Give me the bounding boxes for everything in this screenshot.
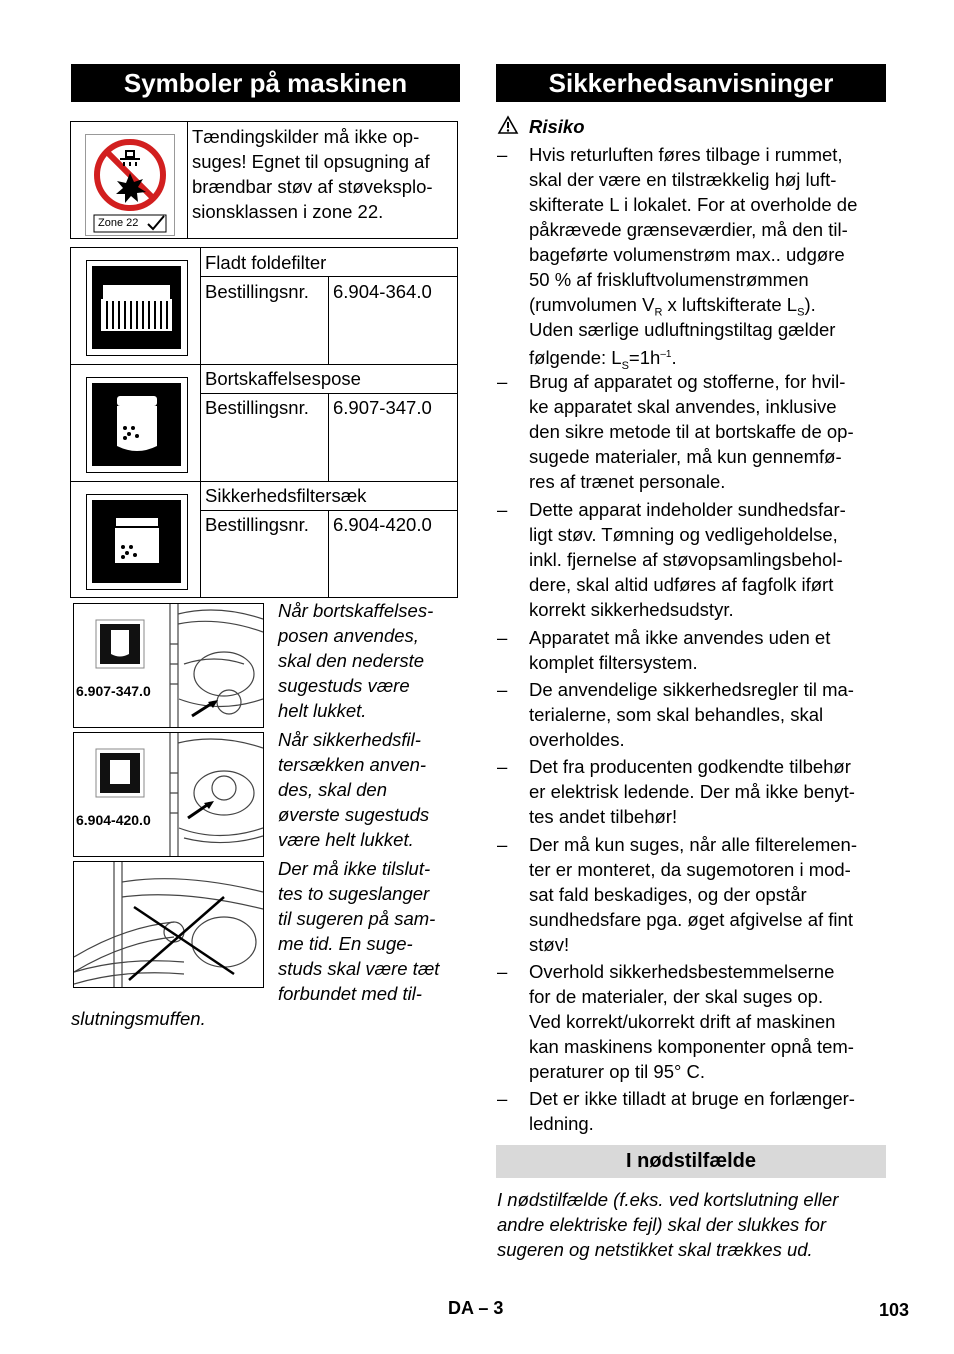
photo-label-1: 6.907-347.0	[76, 683, 151, 699]
disposal-bag-icon	[86, 377, 188, 473]
photo-two-hoses-crossed	[73, 861, 264, 988]
zone-text: Tændingskilder må ikke op- suges! Egnet til opsugning af brændbar støv af støveksplo- sionsklassen i zone 22.	[192, 126, 433, 222]
footer-section: DA – 3	[448, 1298, 504, 1318]
bullet-1-line8: Uden særlige udluftningstiltag gælder	[529, 319, 836, 340]
filter-table	[70, 247, 458, 598]
photo-label-2: 6.904-420.0	[76, 812, 151, 828]
order-number-1: 6.904-364.0	[333, 281, 432, 302]
emergency-text: I nødstilfælde (f.eks. ved kortslutning eller andre elektriske fejl) skal der slukkes for sugeren og netstikket skal trækkes ud.	[497, 1189, 839, 1260]
risk-label: Risiko	[529, 116, 585, 137]
bullet-3-text: Dette apparat indeholder sundhedsfar- ligt støv. Tømning og vedligeholdelse, inkl. fjernelse af støvopsamlingsbehol- dere, skal altid udføres af fagfolk iført korrekt sikkerhedsudstyr.	[529, 499, 846, 620]
bullet-4-text: Apparatet må ikke anvendes uden et komplet filtersystem.	[529, 627, 831, 673]
zone-label: Zone 22	[98, 217, 139, 229]
item-name-3: Sikkerhedsfiltersæk	[205, 485, 367, 506]
safety-filter-bag-icon	[86, 494, 188, 590]
bullet-7-text: Der må kun suges, når alle filterelemen- ter er monteret, da sugemotoren i mod- sat fald beskadiges, og der opstår sundhedsfare pga. øget afgivelse af fint støv!	[529, 834, 858, 955]
bullet-1-line7: (rumvolumen $V_R$ x luftskifterate $L_S$).	[529, 294, 816, 319]
bullet-9-text: Det er ikke tilladt at bruge en forlænger- ledning.	[529, 1088, 855, 1134]
order-label-1: Bestillingsnr.	[205, 281, 309, 302]
emergency-heading: I nødstilfælde	[496, 1145, 886, 1178]
bullet-1-line9: følgende: $L_S=1h^{-1}$.	[529, 347, 677, 372]
item-name-2: Bortskaffelsespose	[205, 368, 361, 389]
order-number-2: 6.907-347.0	[333, 397, 432, 418]
bullet-5-text: De anvendelige sikkerhedsregler til ma- terialerne, som skal behandles, skal overholdes.	[529, 679, 854, 750]
no-ignition-icon	[85, 134, 175, 236]
bullet-8-text: Overhold sikkerhedsbestemmelserne for de materialer, der skal suges op. Ved korrekt/ukorrekt drift af maskinen kan maskinens komponenter opnå tem- peraturer op til 95° C.	[529, 961, 854, 1082]
note-two-hoses-end: slutningsmuffen.	[71, 1008, 206, 1029]
flat-filter-icon	[86, 260, 188, 356]
note-safety-bag: Når sikkerhedsfil- tersækken anven- des, skal den øverste sugestuds være helt lukket.	[278, 729, 430, 850]
order-label-3: Bestillingsnr.	[205, 514, 309, 535]
item-name-1: Fladt foldefilter	[205, 252, 327, 273]
note-disposal-bag: Når bortskaffelses- posen anvendes, skal den nederste sugestuds være helt lukket.	[278, 600, 434, 721]
photo-safety-bag	[73, 732, 264, 857]
page-number: 103	[879, 1300, 910, 1320]
note-two-hoses: Der må ikke tilslut- tes to sugeslanger til sugeren på sam- me tid. En suge- studs skal være tæt forbundet med til-	[278, 858, 440, 1004]
zone-symbol-table	[70, 121, 458, 239]
photo-disposal-bag	[73, 603, 264, 728]
order-number-3: 6.904-420.0	[333, 514, 432, 535]
bullet-1-text: Hvis returluften føres tilbage i rummet, skal der være en tilstrækkelig høj luft- skifterate L i lokalet. For at overholde de påkrævede grænseværdier, må den til- bageførte volumenstrøm max.. udgøre 50 % af friskluftvolumenstrømmen	[529, 144, 858, 290]
right-heading: Sikkerhedsanvisninger	[496, 64, 886, 102]
bullet-1: – Hvis returluften føres tilbage i rummet, skal der være en tilstrækkelig høj luft- skifterate L i lokalet. For at overholde de påkrævede grænseværdier, må den til- bageførte volumenstrøm max.. udgøre 50 % af friskluftvolumenstrømmen (rumvolumen $V_R$ x luftskifterate $L_S$). Uden særlige udluftningstiltag gælder følgende: $L_S=1h^{-1}$.	[497, 142, 886, 372]
bullet-2-text: Brug af apparatet og stofferne, for hvil- ke apparatet skal anvendes, inklusive den sikre metode til at bortskaffe de op- sugede materialer, må kun gennemfø- res af trænet personale.	[529, 371, 854, 492]
bullet-6-text: Det fra producenten godkendte tilbehør er elektrisk ledende. Der må ikke benyt- tes andet tilbehør!	[529, 756, 855, 827]
warning-icon	[497, 115, 519, 140]
order-label-2: Bestillingsnr.	[205, 397, 309, 418]
left-heading: Symboler på maskinen	[71, 64, 460, 102]
